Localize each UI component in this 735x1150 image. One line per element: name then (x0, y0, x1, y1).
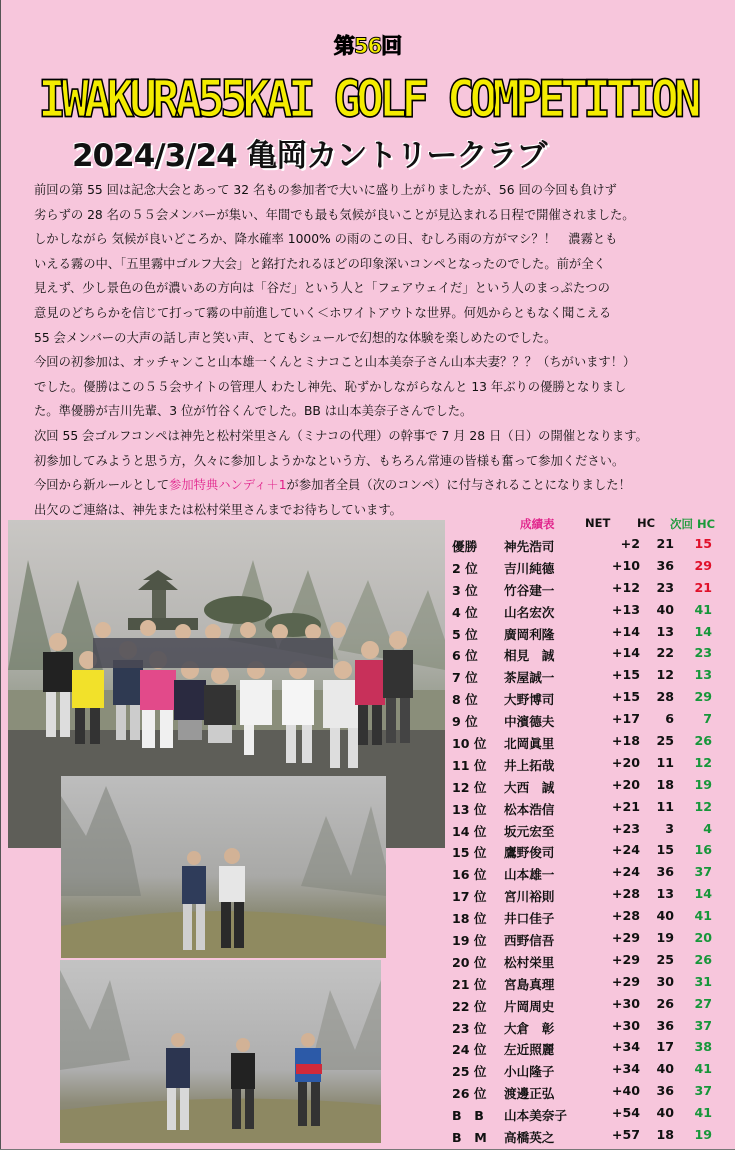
handicap: 22 (656, 645, 674, 661)
report-line: でした。優勝はこの５５会サイトの管理人 わたし神先、恥ずかしながらなんと 13 年ぶりの優勝となりまし (34, 379, 627, 394)
net-score: +28 (611, 908, 640, 924)
result-row (452, 886, 732, 908)
result-rank: 24 位 (452, 1042, 487, 1058)
date-venue-subtitle: 2024/3/24 亀岡カントリークラブ (72, 138, 547, 174)
result-rank: 19 位 (452, 933, 487, 949)
result-rank: 18 位 (452, 911, 487, 927)
result-row (452, 558, 732, 580)
handicap: 13 (656, 623, 674, 639)
result-row (452, 1039, 732, 1061)
next-handicap: 12 (694, 754, 712, 770)
net-score: +57 (611, 1127, 640, 1143)
result-row (452, 1083, 732, 1105)
competition-title: IWAKURA55KAI GOLF COMPETITION (38, 69, 697, 129)
next-handicap: 27 (694, 995, 712, 1011)
next-handicap: 41 (694, 908, 712, 924)
result-row (452, 799, 732, 821)
result-rank: B M (452, 1130, 487, 1146)
hc-column-header: HC (637, 516, 656, 530)
result-rank: 10 位 (452, 736, 487, 752)
new-rule-line (34, 473, 729, 498)
player-name: 片岡周史 (504, 998, 555, 1014)
handicap: 11 (656, 798, 674, 814)
handicap: 28 (656, 689, 674, 705)
player-name: 松村栄里 (504, 954, 555, 970)
next-handicap: 41 (694, 1061, 712, 1077)
handicap: 17 (656, 1039, 674, 1055)
report-line: 55 会メンバーの大声の話し声と笑い声、とてもシュールで幻想的な体験を楽しめたのでした。 (34, 330, 557, 345)
handicap: 36 (656, 864, 674, 880)
net-score: +20 (611, 776, 640, 792)
fog-photo-trio (60, 960, 381, 1143)
next-handicap: 14 (694, 623, 712, 639)
handicap: 40 (656, 1105, 674, 1121)
player-name: 鷹野俊司 (504, 845, 555, 861)
handicap: 18 (656, 1127, 674, 1143)
next-handicap: 29 (694, 689, 712, 705)
next-handicap: 15 (694, 536, 712, 551)
player-name: 宮川裕則 (504, 889, 555, 905)
result-row (452, 908, 732, 930)
net-score: +24 (611, 864, 640, 880)
net-score: +18 (611, 733, 640, 749)
net-score: +12 (611, 579, 640, 595)
handicap: 36 (656, 557, 674, 573)
player-name: 大野博司 (504, 692, 555, 708)
player-name: 竹谷建一 (504, 582, 555, 598)
result-rank: 6 位 (452, 648, 478, 664)
handicap: 26 (656, 995, 674, 1011)
report-line: 見えず、少し景色の色が濃いあの方向は「谷だ」という人と「フェアウェイだ」という人のまっぷたつの (34, 281, 610, 296)
result-rank: 20 位 (452, 954, 487, 970)
player-name: 松本浩信 (504, 801, 555, 817)
result-rank: 17 位 (452, 889, 487, 905)
result-row (452, 580, 732, 602)
report-line: 意見のどちらかを信じて打って霧の中前進していく＜ホワイトアウトな世界。何処からともなく聞こえる (34, 305, 612, 320)
report-line: 次回 55 会ゴルフコンペは神先と松村栄里さん（ミナコの代理）の幹事で 7 月 28 日（日）の開催となります。 (34, 428, 648, 443)
handicap: 6 (665, 711, 674, 727)
next-handicap: 26 (694, 951, 712, 967)
result-rank: 8 位 (452, 692, 478, 708)
result-row (452, 645, 732, 667)
next-handicap: 4 (703, 820, 712, 836)
result-rank: 優勝 (452, 539, 478, 554)
result-rank: B B (452, 1108, 484, 1124)
next-handicap: 19 (694, 1127, 712, 1143)
result-rank: 22 位 (452, 998, 487, 1014)
next-handicap: 37 (694, 1017, 712, 1033)
player-name: 山本美奈子 (504, 1108, 567, 1124)
result-row (452, 1127, 732, 1149)
result-row (452, 842, 732, 864)
next-handicap: 23 (694, 645, 712, 661)
handicap: 40 (656, 908, 674, 924)
fog-photo-pair-scene (61, 776, 386, 958)
result-row (452, 667, 732, 689)
player-name: 宮島真理 (504, 976, 555, 992)
left-border (0, 0, 1, 1150)
result-rank: 13 位 (452, 801, 487, 817)
net-score: +21 (611, 798, 640, 814)
player-name: 茶屋誠一 (504, 670, 555, 686)
result-rank: 21 位 (452, 976, 487, 992)
net-score: +2 (620, 536, 640, 551)
result-row (452, 864, 732, 886)
net-score: +34 (611, 1061, 640, 1077)
result-row (452, 930, 732, 952)
handicap: 40 (656, 601, 674, 617)
net-score: +20 (611, 754, 640, 770)
handicap: 12 (656, 667, 674, 683)
result-row (452, 711, 732, 733)
handicap: 30 (656, 973, 674, 989)
report-line: 前回の第 55 回は記念大会とあって 32 名もの参加者で大いに盛り上がりましたが、56 回の今回も負けず (34, 183, 617, 197)
result-row (452, 602, 732, 624)
next-handicap: 37 (694, 1083, 712, 1099)
result-row (452, 952, 732, 974)
report-line: 初参加してみようと思う方，久々に参加しようかなという方、もちろん常連の皆様も奮って参加ください。 (34, 453, 625, 468)
net-score: +15 (611, 689, 640, 705)
player-name: 山名宏次 (504, 604, 555, 620)
result-rank: 5 位 (452, 626, 478, 642)
result-rank: 9 位 (452, 714, 478, 730)
next-handicap: 12 (694, 798, 712, 814)
player-name: 大倉 彰 (504, 1020, 555, 1036)
net-score: +29 (611, 930, 640, 946)
results-table (452, 536, 732, 1149)
report-line: 今回の初参加は、オッチャンこと山本雄一くんとミナコこと山本美奈子さん山本夫妻？？？（ちがいます！） (34, 355, 636, 370)
player-name: 吉川純德 (504, 560, 555, 576)
net-score: +29 (611, 951, 640, 967)
next-handicap: 19 (694, 776, 712, 792)
player-name: 北岡眞里 (504, 736, 555, 752)
result-rank: 15 位 (452, 845, 487, 861)
handicap: 25 (656, 733, 674, 749)
result-row (452, 821, 732, 843)
net-score: +30 (611, 1017, 640, 1033)
report-line: た。準優勝が吉川先輩、3 位が竹谷くんでした。BB は山本美奈子さんでした。 (34, 404, 473, 419)
handicap: 11 (656, 754, 674, 770)
net-column-header: NET (585, 516, 611, 530)
result-rank: 7 位 (452, 670, 478, 686)
player-name: 小山隆子 (504, 1064, 555, 1080)
player-name: 渡邊正弘 (504, 1086, 555, 1102)
contact-line: 出欠のご連絡は、神先または松村栄里さんまでお待ちしています。 (34, 502, 402, 517)
report-line: 劣らずの 28 名の５５会メンバーが集い、年間でも最も気候が良いことが見込まれる日程で開催されました。 (34, 207, 635, 222)
result-rank: 4 位 (452, 604, 478, 620)
net-score: +54 (611, 1105, 640, 1121)
handicap: 18 (656, 776, 674, 792)
rule-prefix: 今回から新ルールとして (34, 478, 170, 493)
result-row (452, 689, 732, 711)
next-handicap: 21 (694, 579, 712, 595)
result-row (452, 536, 732, 558)
net-score: +10 (611, 557, 640, 573)
result-rank: 14 位 (452, 823, 487, 839)
next-handicap: 13 (694, 667, 712, 683)
net-score: +13 (611, 601, 640, 617)
handicap: 21 (656, 536, 674, 551)
player-name: 大西 誠 (504, 779, 555, 795)
result-rank: 23 位 (452, 1020, 487, 1036)
result-row (452, 1018, 732, 1040)
result-rank: 3 位 (452, 582, 478, 598)
player-name: 山本雄一 (504, 867, 555, 883)
result-row (452, 733, 732, 755)
player-name: 井上拓哉 (504, 757, 555, 773)
next-handicap: 41 (694, 601, 712, 617)
result-rank: 16 位 (452, 867, 487, 883)
handicap: 23 (656, 579, 674, 595)
net-score: +28 (611, 886, 640, 902)
player-name: 廣岡利隆 (504, 626, 555, 642)
handicap: 19 (656, 930, 674, 946)
result-row (452, 974, 732, 996)
player-name: 井口佳子 (504, 911, 555, 927)
net-score: +14 (611, 623, 640, 639)
net-score: +40 (611, 1083, 640, 1099)
handicap: 40 (656, 1061, 674, 1077)
player-name: 左近照麗 (504, 1042, 555, 1058)
round-number: 第56回 (333, 34, 402, 58)
fog-photo-pair (61, 776, 386, 958)
handicap: 36 (656, 1017, 674, 1033)
result-row (452, 777, 732, 799)
result-rank: 25 位 (452, 1064, 487, 1080)
next-handicap: 16 (694, 842, 712, 858)
net-score: +30 (611, 995, 640, 1011)
result-rank: 2 位 (452, 560, 478, 576)
result-rank: 12 位 (452, 779, 487, 795)
net-score: +15 (611, 667, 640, 683)
handicap: 13 (656, 886, 674, 902)
player-name: 高橋英之 (504, 1130, 555, 1146)
next-hc-column-header: 次回 HC (670, 517, 716, 531)
next-handicap: 38 (694, 1039, 712, 1055)
player-name: 西野信吾 (504, 933, 555, 949)
handicap: 3 (665, 820, 674, 836)
next-handicap: 37 (694, 864, 712, 880)
result-row (452, 624, 732, 646)
next-handicap: 29 (694, 557, 712, 573)
player-name: 相見 誠 (504, 648, 555, 664)
next-handicap: 7 (703, 711, 712, 727)
net-score: +17 (611, 711, 640, 727)
next-handicap: 26 (694, 733, 712, 749)
handicap: 36 (656, 1083, 674, 1099)
net-score: +23 (611, 820, 640, 836)
result-row (452, 996, 732, 1018)
result-rank: 11 位 (452, 757, 487, 773)
next-handicap: 41 (694, 1105, 712, 1121)
next-handicap: 31 (694, 973, 712, 989)
net-score: +29 (611, 973, 640, 989)
handicap: 15 (656, 842, 674, 858)
rule-highlight: 参加特典ハンディ＋1 (169, 478, 287, 493)
next-handicap: 14 (694, 886, 712, 902)
report-text (34, 178, 729, 522)
net-score: +34 (611, 1039, 640, 1055)
result-row (452, 755, 732, 777)
player-name: 坂元宏至 (504, 823, 555, 839)
result-row (452, 1061, 732, 1083)
result-row (452, 1105, 732, 1127)
report-line: いえる霧の中、「五里霧中ゴルフ大会」と銘打たれるほどの印象深いコンペとなったのでした。前が全く (34, 256, 606, 271)
rule-suffix: が参加者全員（次のコンペ）に付与されることになりました！ (286, 478, 631, 493)
fog-photo-trio-scene (60, 960, 381, 1143)
net-score: +24 (611, 842, 640, 858)
net-score: +14 (611, 645, 640, 661)
player-name: 中濱德夫 (504, 714, 555, 730)
result-rank: 26 位 (452, 1086, 487, 1102)
next-handicap: 20 (694, 930, 712, 946)
results-label: 成績表 (520, 517, 555, 531)
handicap: 25 (656, 951, 674, 967)
report-line: しかしながら 気候が良いどころか、降水確率 1000% の雨のこの日、むしろ雨の方がマシ？！ 濃霧とも (34, 232, 618, 247)
player-name: 神先浩司 (504, 539, 555, 554)
